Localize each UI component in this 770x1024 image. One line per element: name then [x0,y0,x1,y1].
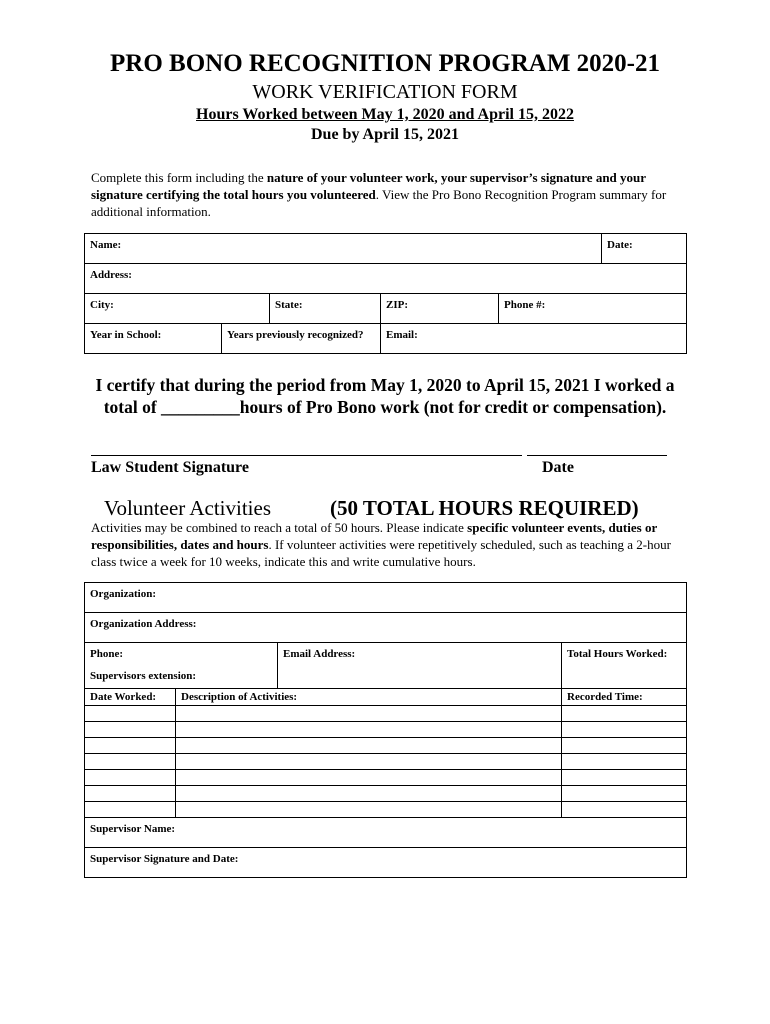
log-row [85,786,687,802]
organization-field[interactable] [85,583,687,613]
description-cell[interactable] [176,802,562,818]
date-worked-cell[interactable] [85,770,176,786]
state-label: State: [275,299,303,311]
date-worked-header: Date Worked: [85,689,176,706]
email-field[interactable] [381,324,687,354]
date-worked-cell[interactable] [85,786,176,802]
log-row [85,722,687,738]
years-recognized-label: Years previously recognized? [227,329,364,341]
intro-text-2: . View the Pro Bono Recognition Program summary for additional information. [91,187,667,219]
hours-required: (50 TOTAL HOURS REQUIRED) [330,496,639,520]
name-label: Name: [90,239,122,251]
date-field[interactable] [602,234,687,264]
supervisor-signature-label: Supervisor Signature and Date: [90,853,239,865]
phone-field[interactable] [499,294,687,324]
year-in-school-label: Year in School: [90,329,162,341]
org-email-label: Email Address: [283,648,356,660]
due-date: Due by April 15, 2021 [310,126,459,143]
org-phone-field[interactable] [85,643,278,689]
intro-text-1: Complete this form including the [91,170,267,185]
intro-text-bold: nature of your volunteer work, your supervisor’s signature and your signature certifying the total hours you volunteered [91,170,646,202]
date-worked-cell[interactable] [85,754,176,770]
zip-label: ZIP: [386,299,408,311]
total-hours-field[interactable] [562,643,687,689]
volunteer-intro [91,519,681,570]
date-worked-cell[interactable] [85,706,176,722]
description-cell[interactable] [176,770,562,786]
supervisor-name-field[interactable] [85,818,687,848]
log-row [85,754,687,770]
description-cell[interactable] [176,786,562,802]
organization-address-field[interactable] [85,613,687,643]
vol-intro-text-1: Activities may be combined to reach a total of 50 hours. Please indicate [91,520,468,535]
supervisor-name-label: Supervisor Name: [90,823,176,835]
total-hours-label: Total Hours Worked: [567,648,668,660]
certification-statement [84,374,686,418]
city-label: City: [90,299,114,311]
student-info-table [84,233,687,354]
zip-field[interactable] [381,294,499,324]
organization-label: Organization: [90,588,156,600]
years-recognized-field[interactable] [222,324,381,354]
phone-label: Phone #: [504,299,546,311]
supervisor-signature-field[interactable] [85,848,687,878]
log-row [85,802,687,818]
description-header: Description of Activities: [176,689,562,706]
organization-table [84,582,687,878]
vol-intro-text-2: . If volunteer activities were repetitively scheduled, such as teaching a 2-hour class twice a week for 10 weeks, indicate this and write cumulative hours. [91,537,671,569]
recorded-time-cell[interactable] [562,722,687,738]
description-cell[interactable] [176,754,562,770]
recorded-time-cell[interactable] [562,770,687,786]
volunteer-heading: Volunteer Activities [104,496,272,520]
supervisors-extension-label: Supervisors extension: [90,670,197,682]
form-subtitle: WORK VERIFICATION FORM [252,81,518,103]
description-cell[interactable] [176,738,562,754]
org-phone-label: Phone: [90,648,123,660]
organization-address-label: Organization Address: [90,618,197,630]
state-field[interactable] [270,294,381,324]
log-row [85,770,687,786]
date-worked-cell[interactable] [85,802,176,818]
description-cell[interactable] [176,722,562,738]
recorded-time-cell[interactable] [562,706,687,722]
certify-line-2: total of _________hours of Pro Bono work (not for credit or compensation). [103,397,667,417]
recorded-time-header: Recorded Time: [562,689,687,706]
signature-label: Law Student Signature [91,459,249,476]
signature-date-label: Date [542,459,574,476]
vol-intro-bold: specific volunteer events, duties or responsibilities, dates and hours [91,520,657,552]
recorded-time-cell[interactable] [562,754,687,770]
form-title: PRO BONO RECOGNITION PROGRAM 2020-21 [110,50,660,77]
year-in-school-field[interactable] [85,324,222,354]
signature-date-line[interactable] [527,455,667,456]
recorded-time-cell[interactable] [562,802,687,818]
email-label: Email: [386,329,418,341]
name-field[interactable] [85,234,602,264]
description-cell[interactable] [176,706,562,722]
recorded-time-cell[interactable] [562,786,687,802]
signature-line[interactable] [91,455,522,456]
city-field[interactable] [85,294,270,324]
date-label: Date: [607,239,633,251]
date-worked-cell[interactable] [85,722,176,738]
intro-paragraph [91,169,681,220]
certify-line-1: I certify that during the period from May 1, 2020 to April 15, 2021 I worked a [95,375,675,395]
log-row [85,706,687,722]
org-email-field[interactable] [278,643,562,689]
date-worked-cell[interactable] [85,738,176,754]
address-field[interactable] [85,264,687,294]
log-row [85,738,687,754]
hours-period: Hours Worked between May 1, 2020 and April 15, 2022 [196,106,574,123]
address-label: Address: [90,269,132,281]
recorded-time-cell[interactable] [562,738,687,754]
